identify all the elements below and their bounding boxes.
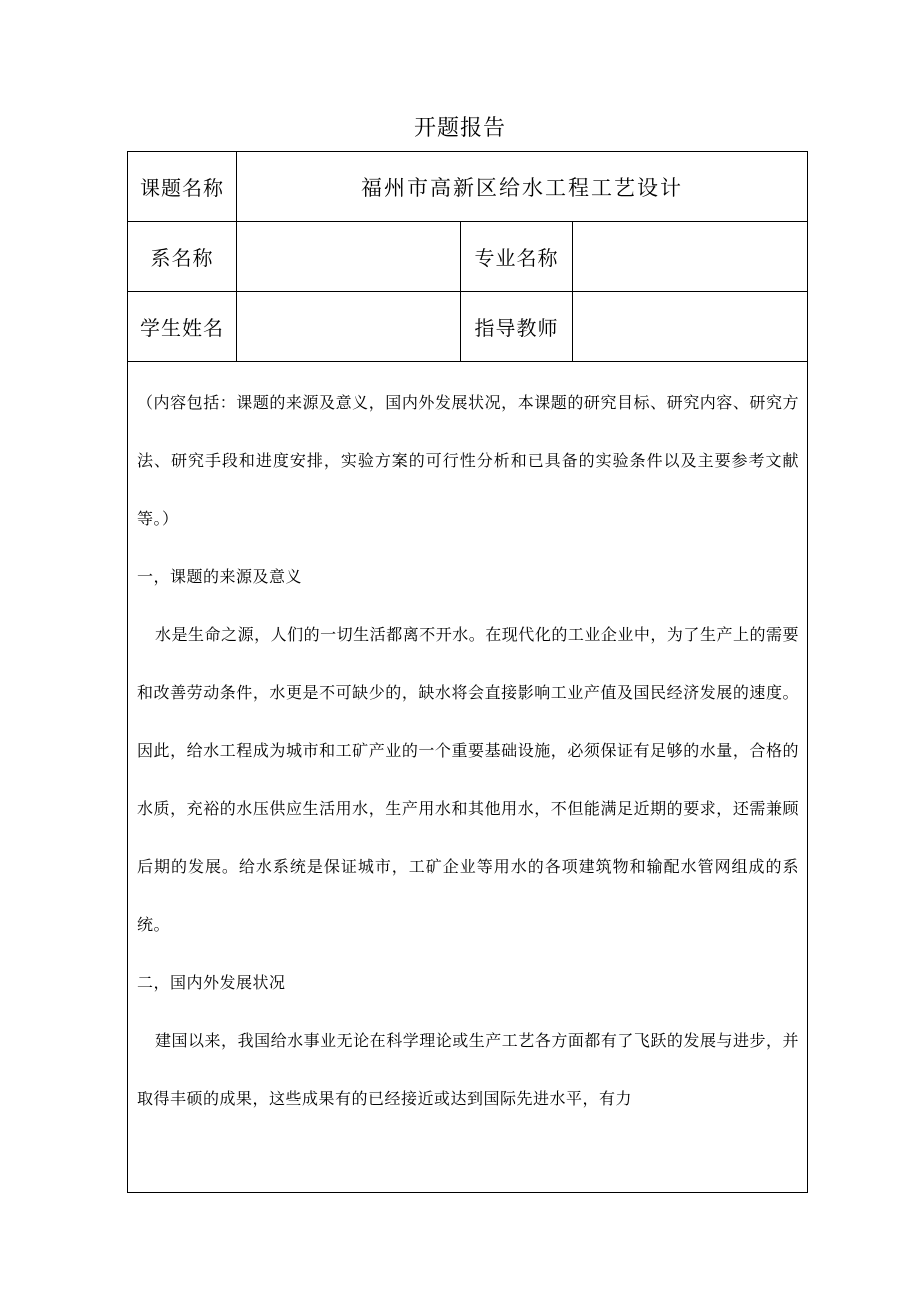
- department-label: 系名称: [128, 222, 237, 292]
- topic-label: 课题名称: [128, 152, 237, 222]
- content-row: [128, 362, 808, 1193]
- document-title: 开题报告: [413, 116, 506, 141]
- topic-value: 福州市高新区给水工程工艺设计: [237, 152, 808, 222]
- student-label: 学生姓名: [128, 292, 237, 362]
- topic-row: [128, 152, 808, 222]
- department-value: [237, 222, 461, 292]
- content-cell: [128, 362, 808, 1193]
- section2-heading: 二，国内外发展状况: [137, 973, 286, 992]
- proposal-table: [127, 151, 808, 1193]
- department-row: [128, 222, 808, 292]
- advisor-value: [573, 292, 808, 362]
- major-label: 专业名称: [461, 222, 573, 292]
- student-row: [128, 292, 808, 362]
- section1-paragraph: 水是生命之源，人们的一切生活都离不开水。在现代化的工业企业中，为了生产上的需要和改善劳动条件，水更是不可缺少的，缺水将会直接影响工业产值及国民经济发展的速度。因此，给水工程成为城市和工矿产业的一个重要基础设施，必须保证有足够的水量，合格的水质，充裕的水压供应生活用水，生产用水和其他用水，不但能满足近期的要求，还需兼顾后期的发展。给水系统是保证城市，工矿企业等用水的各项建筑物和输配水管网组成的系统。: [137, 625, 800, 934]
- student-value: [237, 292, 461, 362]
- section2-paragraph: 建国以来，我国给水事业无论在科学理论或生产工艺各方面都有了飞跃的发展与进步，并取得丰硕的成果，这些成果有的已经接近或达到国际先进水平，有力: [137, 1031, 800, 1108]
- instructions-paragraph: （内容包括：课题的来源及意义，国内外发展状况，本课题的研究目标、研究内容、研究方法、研究手段和进度安排，实验方案的可行性分析和已具备的实验条件以及主要参考文献等。）: [137, 393, 800, 528]
- section1-heading: 一，课题的来源及意义: [137, 567, 303, 586]
- major-value: [573, 222, 808, 292]
- advisor-label: 指导教师: [461, 292, 573, 362]
